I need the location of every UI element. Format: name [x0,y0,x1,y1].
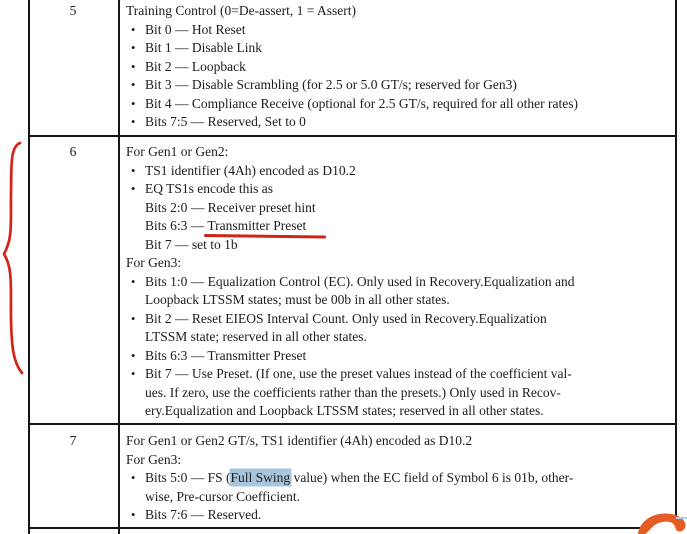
text-span: Training Control (0=De-assert, 1 = Assert) [126,3,356,18]
text-line [126,199,678,218]
text-span: Bit 7 — Use Preset. (If one, use the preset values instead of the coefficient val- [145,366,572,381]
text-span: LTSSM state; reserved in all other states. [145,329,367,344]
symbol-number-5: 5 [69,3,77,18]
text-line [126,58,678,77]
symbol-number-6: 6 [69,144,77,159]
text-line [126,39,678,58]
symbol-number-7: 7 [69,433,77,448]
text-line [126,273,678,292]
table-row-description [126,2,678,132]
text-span: value) when the EC field of Symbol 6 is 01b, other- [290,470,574,485]
text-span: Bits 7:6 — Reserved. [145,507,262,522]
red-curly-brace-annotation [1,140,27,376]
text-line [126,2,678,21]
text-span: For Gen1 or Gen2 GT/s, TS1 identifier (4Ah) encoded as D10.2 [126,433,473,448]
text-line [126,328,678,347]
text-line [126,310,678,329]
text-line [126,143,678,162]
text-line [126,384,678,403]
text-line [126,21,678,40]
text-line [126,402,678,421]
text-span: Bits 7:5 — Reserved, Set to 0 [145,114,306,129]
orange-s-logo-icon [637,511,687,534]
text-span: Bit 7 — set to 1b [145,236,238,252]
text-span: Bit 1 — Disable Link [145,40,262,55]
text-span: EQ TS1s encode this as [145,181,273,196]
text-line [126,488,678,507]
text-span: Bit 0 — Hot Reset [145,21,246,37]
text-span: For Gen1 or Gen2: [126,144,229,159]
text-span: For Gen3: [126,255,182,270]
row-divider-top [28,135,677,137]
text-span: TS1 identifier (4Ah) encoded as D10.2 [145,162,356,178]
text-line [126,76,678,95]
text-span: Bit 4 — Compliance Receive (optional for 2.5 GT/s, required for all other rates) [145,95,578,111]
text-line [126,113,678,132]
text-span: wise, Pre-cursor Coefficient. [145,488,300,504]
text-line [126,365,678,384]
table-column-divider [118,0,120,534]
text-span: Bit 2 — Loopback [145,58,246,74]
text-line [126,162,678,181]
row-divider-middle [28,423,677,425]
text-span: Bit 3 — Disable Scrambling (for 2.5 or 5.0 GT/s; reserved for Gen3) [145,77,517,92]
text-span: Bit 2 — Reset EIEOS Interval Count. Only used in Recovery.Equalization [145,310,547,326]
text-span: Bits 6:3 — [145,218,208,233]
text-line [126,432,678,451]
table-row-description [126,432,678,525]
highlighted-text: Full Swing [230,470,291,485]
text-span: Bits 5:0 — FS ( [145,470,231,485]
text-line [126,469,678,488]
text-line [126,291,678,310]
text-span: Bits 2:0 — Receiver preset hint [145,199,316,215]
underlined-text: Transmitter Preset [207,218,307,233]
page-edge-line [676,517,687,519]
table-border-left [28,0,30,534]
text-line [126,180,678,199]
text-span: Loopback LTSSM states; must be 00b in all other states. [145,292,450,307]
text-line [126,236,678,255]
text-span: ery.Equalization and Loopback LTSSM states; reserved in all other states. [145,403,544,418]
text-span: Bits 6:3 — Transmitter Preset [145,347,307,363]
row-divider-bottom [28,527,648,529]
text-span: For Gen3: [126,451,182,467]
text-line [126,217,678,236]
text-line [126,451,678,470]
text-line [126,347,678,366]
text-line [126,254,678,273]
text-line [126,506,678,525]
text-span: ues. If zero, use the coefficients rather than the presets.) Only used in Recov- [145,384,561,400]
table-row-description [126,143,678,421]
text-span: Bits 1:0 — Equalization Control (EC). Only used in Recovery.Equalization and [145,273,575,289]
text-line [126,95,678,114]
